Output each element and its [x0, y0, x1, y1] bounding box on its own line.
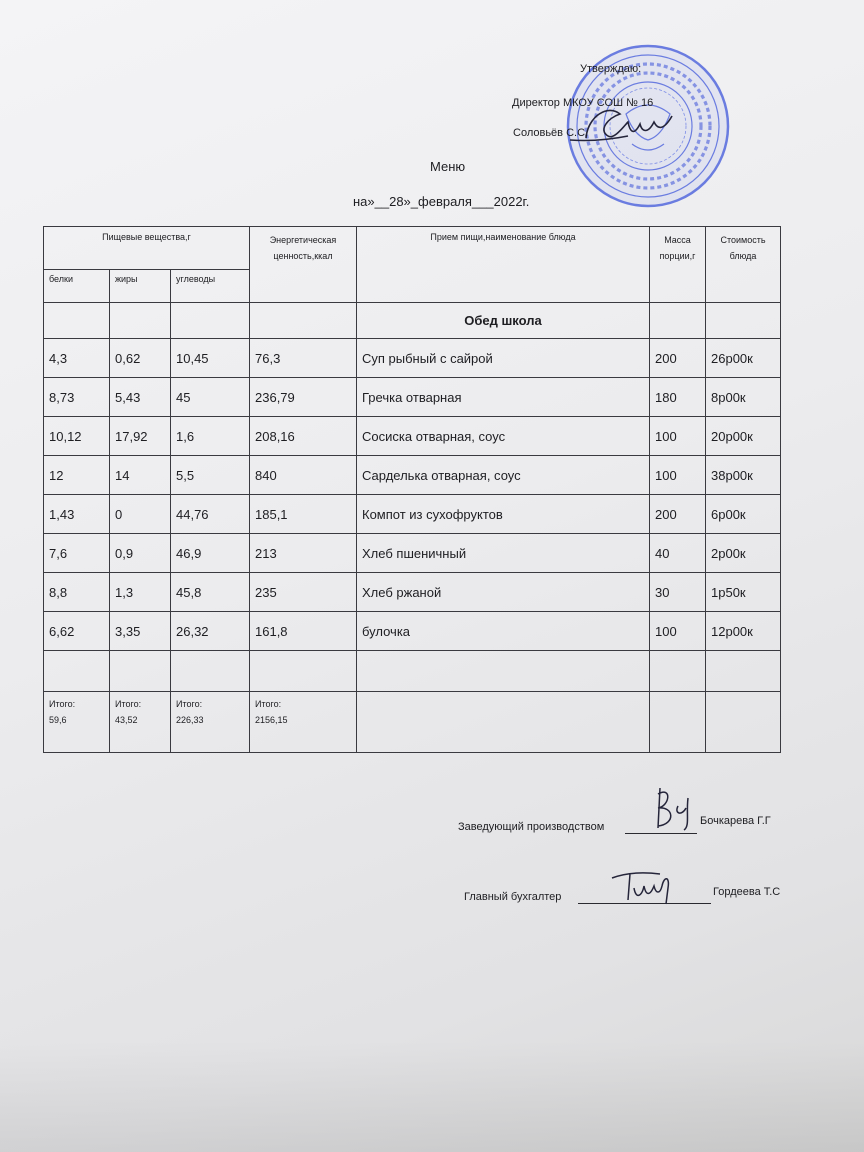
cell-carbs: 45,8	[171, 573, 250, 612]
cell-energy: 213	[250, 534, 357, 573]
total-proteins-value: 59,6	[49, 715, 67, 725]
production-manager-label: Заведующий производством	[458, 821, 605, 833]
cell-dish: Гречка отварная	[357, 378, 650, 417]
total-energy-value: 2156,15	[255, 715, 288, 725]
cell-dish: Сарделька отварная, соус	[357, 456, 650, 495]
total-label: Итого:	[176, 699, 203, 709]
cell-dish: Хлеб ржаной	[357, 573, 650, 612]
cell-fats: 0,9	[110, 534, 171, 573]
cell-cost: 2р00к	[706, 534, 781, 573]
director-title: Директор МКОУ СОШ № 16	[512, 97, 654, 109]
cell-cost: 38р00к	[706, 456, 781, 495]
cell-cost: 20р00к	[706, 417, 781, 456]
cell-energy: 161,8	[250, 612, 357, 651]
totals-row	[44, 692, 781, 753]
accountant-signature-image	[608, 866, 688, 908]
cell-carbs: 26,32	[171, 612, 250, 651]
cell-carbs: 10,45	[171, 339, 250, 378]
cell-proteins: 10,12	[44, 417, 110, 456]
header-cost: Стоимость блюда	[706, 227, 781, 303]
header-mass: Масса порции,г	[650, 227, 706, 303]
table-header-row	[44, 227, 781, 270]
cell-proteins: 8,73	[44, 378, 110, 417]
cell-proteins: 1,43	[44, 495, 110, 534]
menu-date: на»__28»_февраля___2022г.	[353, 194, 530, 209]
empty-row	[44, 651, 781, 692]
director-name: Соловьёв С.С.	[513, 127, 589, 139]
table-row	[44, 378, 781, 417]
cell-mass: 40	[650, 534, 706, 573]
cell-carbs: 46,9	[171, 534, 250, 573]
menu-table	[43, 226, 781, 753]
cell-fats: 5,43	[110, 378, 171, 417]
production-manager-name: Бочкарева Г.Г	[700, 815, 771, 827]
cell-mass: 100	[650, 456, 706, 495]
cell-energy: 840	[250, 456, 357, 495]
cell-carbs: 1,6	[171, 417, 250, 456]
section-row	[44, 303, 781, 339]
cell-cost: 12р00к	[706, 612, 781, 651]
total-label: Итого:	[115, 699, 142, 709]
cell-energy: 185,1	[250, 495, 357, 534]
paper-shadow	[0, 1040, 864, 1152]
cell-cost: 1р50к	[706, 573, 781, 612]
cell-proteins: 12	[44, 456, 110, 495]
total-fats	[110, 692, 171, 753]
cell-proteins: 7,6	[44, 534, 110, 573]
total-label: Итого:	[49, 699, 76, 709]
production-signature-image	[652, 784, 702, 832]
cell-fats: 0,62	[110, 339, 171, 378]
approval-heading: Утверждаю:	[580, 63, 642, 75]
table-row	[44, 573, 781, 612]
cell-carbs: 45	[171, 378, 250, 417]
chief-accountant-label: Главный бухгалтер	[464, 891, 562, 903]
cell-proteins: 4,3	[44, 339, 110, 378]
total-carbs	[171, 692, 250, 753]
cell-mass: 30	[650, 573, 706, 612]
cell-mass: 200	[650, 339, 706, 378]
cell-fats: 3,35	[110, 612, 171, 651]
cell-carbs: 5,5	[171, 456, 250, 495]
table-row	[44, 339, 781, 378]
cell-fats: 14	[110, 456, 171, 495]
cell-dish: булочка	[357, 612, 650, 651]
table-row	[44, 612, 781, 651]
table-row	[44, 456, 781, 495]
header-energy: Энергетическая ценность,ккал	[250, 227, 357, 303]
cell-cost: 6р00к	[706, 495, 781, 534]
total-proteins	[44, 692, 110, 753]
cell-dish: Суп рыбный с сайрой	[357, 339, 650, 378]
cell-dish: Компот из сухофруктов	[357, 495, 650, 534]
cell-cost: 26р00к	[706, 339, 781, 378]
cell-energy: 208,16	[250, 417, 357, 456]
cell-dish: Хлеб пшеничный	[357, 534, 650, 573]
cell-cost: 8р00к	[706, 378, 781, 417]
total-carbs-value: 226,33	[176, 715, 204, 725]
total-label: Итого:	[255, 699, 282, 709]
cell-fats: 17,92	[110, 417, 171, 456]
cell-dish: Сосиска отварная, соус	[357, 417, 650, 456]
subheader-carbs: углеводы	[171, 270, 250, 303]
total-energy	[250, 692, 357, 753]
cell-mass: 200	[650, 495, 706, 534]
header-nutrients: Пищевые вещества,г	[44, 227, 250, 270]
table-row	[44, 534, 781, 573]
total-fats-value: 43,52	[115, 715, 138, 725]
production-signature-line	[625, 833, 697, 834]
header-meal: Прием пищи,наименование блюда	[357, 227, 650, 303]
cell-mass: 180	[650, 378, 706, 417]
section-title: Обед школа	[357, 303, 650, 339]
subheader-proteins: белки	[44, 270, 110, 303]
cell-mass: 100	[650, 417, 706, 456]
cell-energy: 235	[250, 573, 357, 612]
subheader-fats: жиры	[110, 270, 171, 303]
cell-energy: 76,3	[250, 339, 357, 378]
table-row	[44, 417, 781, 456]
cell-proteins: 6,62	[44, 612, 110, 651]
chief-accountant-name: Гордеева Т.С	[713, 886, 781, 898]
table-row	[44, 495, 781, 534]
cell-fats: 1,3	[110, 573, 171, 612]
cell-carbs: 44,76	[171, 495, 250, 534]
cell-fats: 0	[110, 495, 171, 534]
cell-energy: 236,79	[250, 378, 357, 417]
cell-proteins: 8,8	[44, 573, 110, 612]
cell-mass: 100	[650, 612, 706, 651]
page-title: Меню	[430, 159, 466, 174]
